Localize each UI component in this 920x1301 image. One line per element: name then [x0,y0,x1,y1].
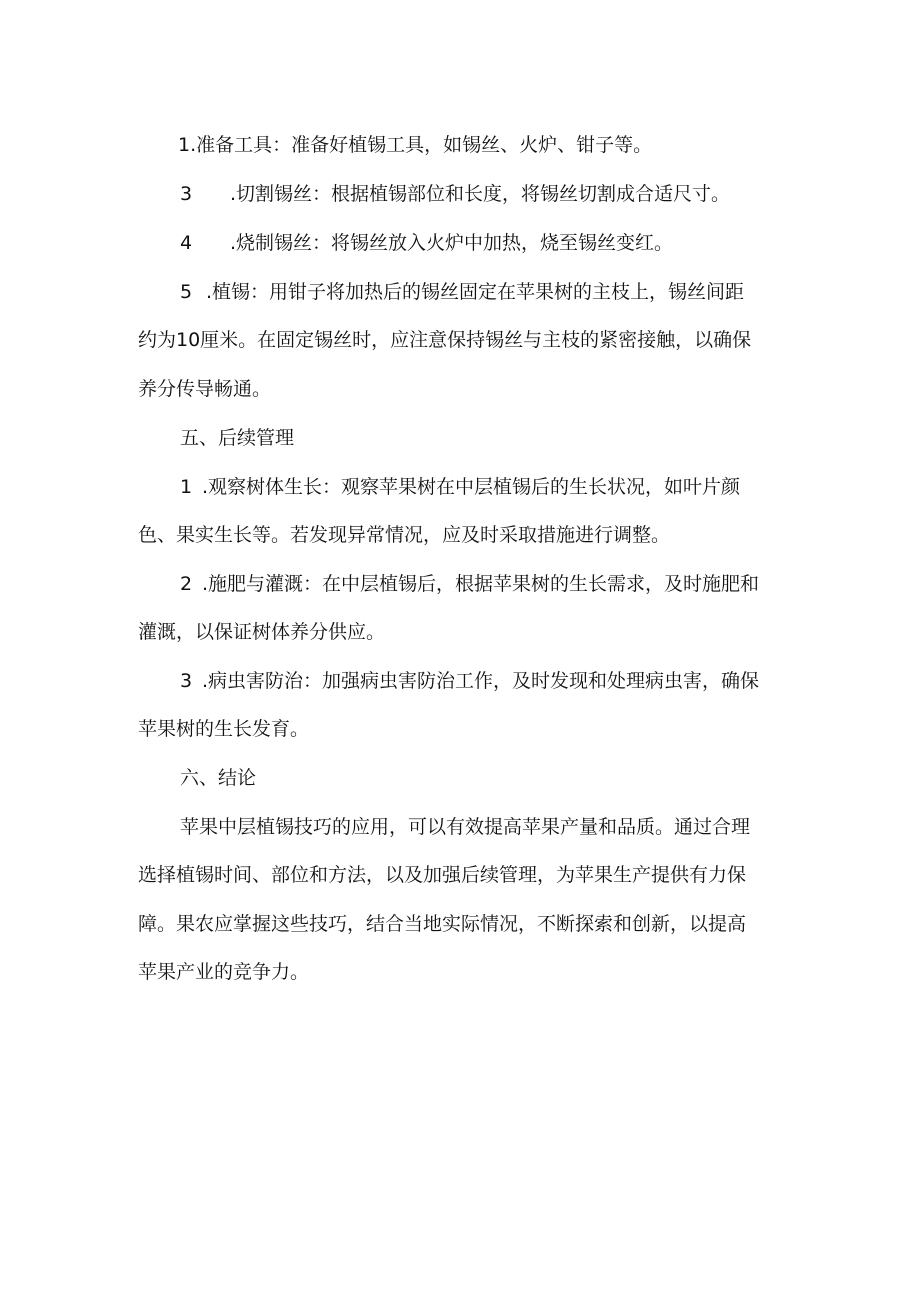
list-number: 4 [180,232,193,254]
list-number: 3 [180,670,193,692]
list-item-step-3 [180,180,730,208]
list-number: 1 [180,476,193,498]
paragraph-line: 苹果中层植锡技巧的应用，可以有效提高苹果产量和品质。通过合理 [180,816,751,838]
list-text: .烧制锡丝：将锡丝放入火炉中加热，烧至锡丝变红。 [230,232,674,254]
paragraph-line: 约为10厘米。在固定锡丝时，应注意保持锡丝与主枝的紧密接触，以确保 [138,329,752,351]
list-text: 准备工具：准备好植锡工具，如锡丝、火炉、钳子等。 [196,134,653,156]
paragraph-line: 障。果农应掌握这些技巧，结合当地实际情况，不断探索和创新，以提高 [138,913,747,935]
list-number: 5 [180,281,193,303]
list-text: .施肥与灌溉：在中层植锡后，根据苹果树的生长需求，及时施肥和 [202,573,760,595]
list-number: 1. [178,134,197,156]
section-heading: 六、结论 [180,767,257,789]
list-item-care-2-line-1 [180,570,759,598]
list-text: .观察树体生长：观察苹果树在中层植锡后的生长状况，如叶片颜 [202,476,741,498]
list-number: 2 [180,573,193,595]
list-item-step-1 [178,131,652,159]
paragraph-line: 色、果实生长等。若发现异常情况，应及时采取措施进行调整。 [138,524,671,546]
list-item-step-5-line-1 [180,278,744,306]
list-text: .植锡：用钳子将加热后的锡丝固定在苹果树的主枝上，锡丝间距 [206,281,745,303]
list-item-step-4 [180,229,673,257]
paragraph-line: 灌溉，以保证树体养分供应。 [138,621,386,643]
paragraph-line: 养分传导畅通。 [138,378,272,400]
paragraph-line: 苹果产业的竞争力。 [138,961,310,983]
section-heading: 五、后续管理 [180,427,295,449]
list-item-care-1-line-1 [180,473,740,501]
list-number: 3 [180,183,193,205]
paragraph-line: 苹果树的生长发育。 [138,718,310,740]
list-item-care-3-line-1 [180,667,759,695]
list-text: .病虫害防治：加强病虫害防治工作，及时发现和处理病虫害，确保 [202,670,760,692]
list-text: .切割锡丝：根据植锡部位和长度，将锡丝切割成合适尺寸。 [230,183,731,205]
paragraph-line: 选择植锡时间、部位和方法，以及加强后续管理，为苹果生产提供有力保 [138,864,747,886]
